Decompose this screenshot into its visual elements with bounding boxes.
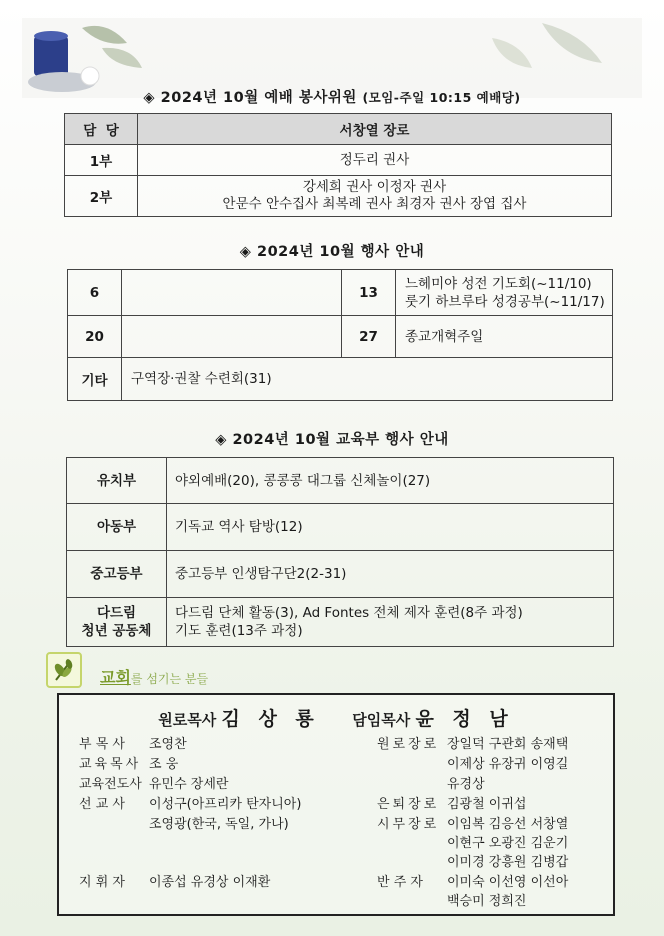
table-row: [67, 551, 614, 598]
staff-box: [57, 693, 615, 916]
date-20-text: [122, 316, 342, 358]
staff-role-label: 부 목 사: [79, 737, 125, 752]
dept-young-adults-line2: 청년 공동체: [81, 623, 152, 639]
events-title-text: 2024년 10월 행사 안내: [256, 244, 425, 260]
service-1-label: 1부: [65, 145, 138, 176]
header-value-cell: 서창열 장로: [138, 114, 612, 145]
date-13: 13: [342, 270, 396, 316]
staff-row: [79, 793, 301, 812]
staff-names: 김광철 이귀섭: [447, 797, 527, 812]
staff-row: [377, 832, 568, 851]
dept-young-adults-line2-text: 기도 훈련(13주 과정): [175, 623, 303, 639]
service-2-value: [138, 176, 612, 217]
date-27: 27: [342, 316, 396, 358]
etc-text: 구역장·권찰 수련회(31): [122, 358, 613, 401]
table-row: [65, 145, 612, 176]
dept-children: 아동부: [67, 504, 167, 551]
staff-row: [377, 813, 568, 832]
education-title-text: 2024년 10월 교육부 행사 안내: [232, 432, 449, 448]
staff-role-label: 교육목사: [79, 757, 142, 772]
staff-row: [377, 733, 568, 752]
staff-row: [377, 793, 526, 812]
worship-section-title: [0, 86, 664, 107]
table-row: [65, 176, 612, 217]
staff-names: 조 웅: [149, 757, 179, 772]
staff-names: 백승미 정희진: [447, 894, 527, 909]
staff-role-label: 은퇴장로: [377, 797, 440, 812]
staff-role-label: 교육전도사: [79, 777, 142, 792]
senior-pastor-label: 담임목사: [352, 711, 411, 729]
serving-title-rest: 를 섬기는 분들: [130, 672, 209, 686]
staff-names: 이종섭 유경상 이재환: [149, 875, 271, 890]
staff-row: [79, 813, 289, 832]
service-1-value: 정두리 권사: [138, 145, 612, 176]
dept-young-adults: [67, 598, 167, 647]
dept-children-events: 기독교 역사 탐방(12): [167, 504, 614, 551]
staff-names: 유경상: [447, 777, 485, 792]
service-2-line1: 강세희 권사 이정자 권사: [302, 179, 447, 195]
leaf-sprig-icon: [46, 652, 82, 688]
staff-row: [377, 890, 526, 909]
date-27-text: 종교개혁주일: [396, 316, 613, 358]
staff-names: 유민수 장세란: [149, 777, 229, 792]
staff-row: [79, 773, 228, 792]
dept-kindergarten: 유치부: [67, 458, 167, 504]
date-6: 6: [68, 270, 122, 316]
staff-names: 조영찬: [149, 737, 187, 752]
staff-role-label: 반 주 자: [377, 875, 423, 890]
date-6-text: [122, 270, 342, 316]
dept-young-adults-line1: 다드림: [96, 605, 137, 621]
worship-subtitle: (모임-주일 10:15 예배당): [362, 90, 521, 105]
staff-row: [79, 753, 178, 772]
date-20: 20: [68, 316, 122, 358]
table-row: [67, 504, 614, 551]
staff-names: 이미숙 이선영 이선아: [447, 875, 569, 890]
emeritus-pastor-name: 김 상 룡: [221, 708, 320, 730]
diamond-marker-icon: ◈: [215, 432, 227, 448]
service-2-label: 2부: [65, 176, 138, 217]
events-section-title: [0, 240, 664, 261]
serving-title: [100, 665, 208, 688]
table-row: [67, 598, 614, 647]
staff-row: [377, 753, 568, 772]
staff-row: [377, 851, 568, 870]
emeritus-pastor-label: 원로목사: [158, 711, 217, 729]
dept-youth: 중고등부: [67, 551, 167, 598]
staff-row: [79, 733, 187, 752]
education-events-table: [66, 457, 614, 647]
senior-pastor-name: 윤 정 남: [415, 708, 514, 730]
staff-names: 이제상 유장귀 이영길: [447, 757, 569, 772]
worship-volunteers-table: [64, 113, 612, 217]
date-13-line1: 느헤미야 성전 기도회(~11/10): [405, 275, 592, 292]
staff-role-label: 원로장로: [377, 737, 440, 752]
table-header-row: [65, 114, 612, 145]
education-section-title: [0, 428, 664, 449]
service-2-line2: 안문수 안수집사 최복례 권사 최경자 권사 장엽 집사: [222, 196, 527, 212]
staff-role-label: 지 휘 자: [79, 875, 125, 890]
etc-label: 기타: [68, 358, 122, 401]
dept-kindergarten-events: 야외예배(20), 콩콩콩 대그룹 신체놀이(27): [167, 458, 614, 504]
diamond-marker-icon: ◈: [143, 90, 156, 106]
staff-names: 장일덕 구관회 송재택: [447, 737, 569, 752]
header-label-cell: 담 당: [65, 114, 138, 145]
worship-title-text: 2024년 10월 예배 봉사위원: [160, 90, 357, 106]
staff-names: 이성구(아프리카 탄자니아): [149, 797, 302, 812]
date-13-line2: 룻기 하브루타 성경공부(~11/17): [405, 293, 605, 310]
staff-names: 이미경 강흥원 김병갑: [447, 855, 569, 870]
staff-names: 조영광(한국, 독일, 가나): [149, 817, 289, 832]
dept-youth-events: 중고등부 인생탐구단2(2-31): [167, 551, 614, 598]
dept-young-adults-line1-text: 다드림 단체 활동(3), Ad Fontes 전체 제자 훈련(8주 과정): [175, 605, 523, 621]
serving-title-main: 교회: [100, 668, 131, 687]
staff-row: [79, 871, 270, 890]
staff-names: 이임복 김응선 서창열: [447, 817, 569, 832]
pastors-line: [59, 704, 613, 731]
dept-young-adults-events: [167, 598, 614, 647]
serving-header: [46, 652, 246, 688]
diamond-marker-icon: ◈: [239, 244, 252, 260]
staff-role-label: 선 교 사: [79, 797, 125, 812]
staff-names: 이현구 오광진 김운기: [447, 836, 569, 851]
table-row: [68, 358, 613, 401]
table-row: [68, 316, 613, 358]
staff-row: [377, 773, 485, 792]
staff-role-label: 시무장로: [377, 817, 440, 832]
date-13-text: [396, 270, 613, 316]
staff-row: [377, 871, 568, 890]
table-row: [67, 458, 614, 504]
events-table: [67, 269, 613, 401]
table-row: [68, 270, 613, 316]
